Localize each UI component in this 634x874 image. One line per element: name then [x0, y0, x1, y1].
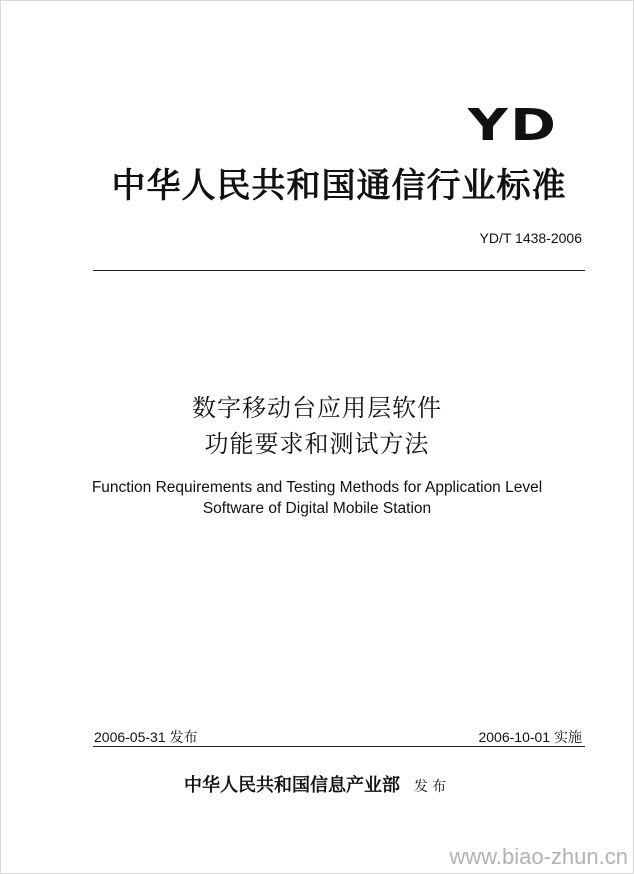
header-divider — [93, 270, 585, 271]
issuer-line — [0, 771, 634, 797]
title-en-line2: Software of Digital Mobile Station — [202, 500, 432, 517]
yd-logo: YD — [467, 100, 558, 151]
title-cn-line1: 数字移动台应用层软件 — [192, 394, 442, 422]
footer-divider — [93, 746, 585, 747]
effective-date: 2006-10-01 实施 — [478, 729, 582, 745]
issue-word: 发布 — [414, 779, 450, 795]
title-en-line1: Function Requirements and Testing Methods for Application Level — [91, 479, 543, 496]
title-cn-line2: 功能要求和测试方法 — [204, 430, 430, 458]
watermark-text: www.biao-zhun.cn — [449, 844, 628, 869]
publish-date: 2006-05-31 发布 — [94, 729, 198, 745]
standard-organization: 中华人民共和国通信行业标准 — [111, 166, 567, 206]
issuer-name: 中华人民共和国信息产业部 — [184, 775, 400, 796]
standard-code: YD/T 1438-2006 — [479, 230, 582, 246]
